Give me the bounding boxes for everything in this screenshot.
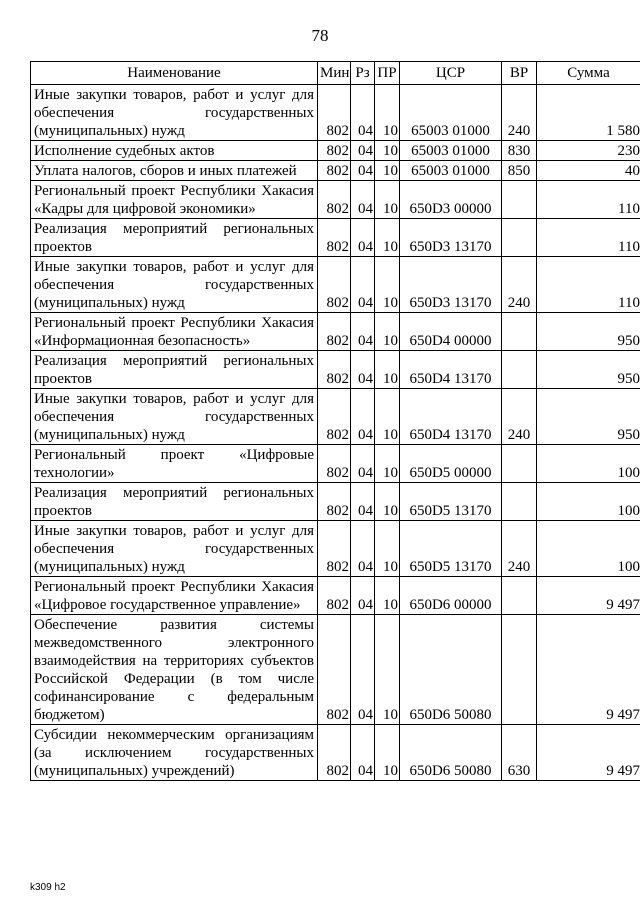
table-row	[31, 351, 640, 389]
cell-csr: 650D4 13170	[400, 351, 502, 389]
cell-pr: 10	[375, 615, 400, 725]
cell-min: 802	[318, 445, 351, 483]
table-row	[31, 181, 640, 219]
cell-min: 802	[318, 161, 351, 181]
cell-rz: 04	[351, 351, 375, 389]
column-header-vr: ВР	[502, 62, 537, 85]
cell-pr: 10	[375, 351, 400, 389]
cell-csr: 650D3 13170	[400, 219, 502, 257]
cell-name: Региональный проект Республики Хакасия «Кадры для цифровой экономики»	[31, 181, 318, 219]
cell-vr	[502, 445, 537, 483]
table-row	[31, 483, 640, 521]
footer-code: k309 h2	[30, 882, 66, 893]
cell-pr: 10	[375, 313, 400, 351]
cell-vr: 240	[502, 257, 537, 313]
table-row	[31, 389, 640, 445]
cell-csr: 650D6 50080	[400, 615, 502, 725]
table-row	[31, 161, 640, 181]
cell-sum: 110	[537, 257, 640, 313]
cell-min: 802	[318, 219, 351, 257]
page-number: 78	[311, 26, 329, 45]
table-row	[31, 725, 640, 781]
cell-rz: 04	[351, 725, 375, 781]
cell-pr: 10	[375, 725, 400, 781]
cell-csr: 65003 01000	[400, 85, 502, 141]
cell-sum: 950	[537, 389, 640, 445]
cell-pr: 10	[375, 257, 400, 313]
cell-name: Иные закупки товаров, работ и услуг для обеспечения государственных (муниципальных) нужд	[31, 85, 318, 141]
cell-csr: 650D6 00000	[400, 577, 502, 615]
cell-sum: 1 580	[537, 85, 640, 141]
cell-rz: 04	[351, 85, 375, 141]
cell-pr: 10	[375, 483, 400, 521]
cell-vr	[502, 181, 537, 219]
table-row	[31, 615, 640, 725]
cell-name: Реализация мероприятий региональных проектов	[31, 351, 318, 389]
cell-vr	[502, 219, 537, 257]
cell-min: 802	[318, 141, 351, 161]
cell-vr: 850	[502, 161, 537, 181]
cell-pr: 10	[375, 389, 400, 445]
cell-name: Обеспечение развития системы межведомственного электронного взаимодействия на территориях субъектов Российской Федерации (в том числе софинансирование с федеральным бюджетом)	[31, 615, 318, 725]
cell-sum: 9 497	[537, 577, 640, 615]
cell-rz: 04	[351, 389, 375, 445]
cell-sum: 110	[537, 219, 640, 257]
cell-rz: 04	[351, 257, 375, 313]
cell-rz: 04	[351, 219, 375, 257]
cell-min: 802	[318, 521, 351, 577]
cell-rz: 04	[351, 181, 375, 219]
cell-min: 802	[318, 85, 351, 141]
cell-sum: 9 497	[537, 725, 640, 781]
table-row	[31, 521, 640, 577]
cell-name: Субсидии некоммерческим организациям (за исключением государственных (муниципальных) учреждений)	[31, 725, 318, 781]
cell-pr: 10	[375, 521, 400, 577]
column-header-rz: Рз	[351, 62, 375, 85]
cell-sum: 950	[537, 313, 640, 351]
table-row	[31, 257, 640, 313]
table-header-row	[31, 62, 640, 85]
cell-rz: 04	[351, 615, 375, 725]
cell-csr: 650D5 00000	[400, 445, 502, 483]
table-row	[31, 85, 640, 141]
cell-csr: 650D4 00000	[400, 313, 502, 351]
column-header-csr: ЦСР	[400, 62, 502, 85]
table-row	[31, 141, 640, 161]
cell-csr: 650D4 13170	[400, 389, 502, 445]
column-header-pr: ПР	[375, 62, 400, 85]
cell-rz: 04	[351, 141, 375, 161]
table-row	[31, 313, 640, 351]
column-header-sum: Сумма	[537, 62, 640, 85]
cell-pr: 10	[375, 445, 400, 483]
cell-vr	[502, 313, 537, 351]
cell-pr: 10	[375, 161, 400, 181]
cell-sum: 40	[537, 161, 640, 181]
cell-vr	[502, 483, 537, 521]
cell-csr: 650D6 50080	[400, 725, 502, 781]
cell-name: Иные закупки товаров, работ и услуг для обеспечения государственных (муниципальных) нужд	[31, 521, 318, 577]
cell-vr: 240	[502, 85, 537, 141]
cell-rz: 04	[351, 313, 375, 351]
cell-csr: 65003 01000	[400, 141, 502, 161]
cell-name: Иные закупки товаров, работ и услуг для обеспечения государственных (муниципальных) нужд	[31, 389, 318, 445]
table-row	[31, 219, 640, 257]
cell-vr: 830	[502, 141, 537, 161]
cell-min: 802	[318, 615, 351, 725]
cell-vr: 240	[502, 389, 537, 445]
cell-pr: 10	[375, 181, 400, 219]
cell-vr: 240	[502, 521, 537, 577]
cell-vr	[502, 351, 537, 389]
cell-min: 802	[318, 351, 351, 389]
column-header-min: Мин	[318, 62, 351, 85]
cell-name: Региональный проект Республики Хакасия «Цифровое государственное управление»	[31, 577, 318, 615]
cell-name: Реализация мероприятий региональных проектов	[31, 219, 318, 257]
cell-name: Реализация мероприятий региональных проектов	[31, 483, 318, 521]
cell-rz: 04	[351, 577, 375, 615]
cell-sum: 100	[537, 483, 640, 521]
cell-vr	[502, 615, 537, 725]
cell-sum: 950	[537, 351, 640, 389]
cell-name: Иные закупки товаров, работ и услуг для обеспечения государственных (муниципальных) нужд	[31, 257, 318, 313]
cell-vr: 630	[502, 725, 537, 781]
cell-min: 802	[318, 577, 351, 615]
cell-csr: 650D5 13170	[400, 521, 502, 577]
cell-sum: 110	[537, 181, 640, 219]
table-row	[31, 445, 640, 483]
table-row	[31, 577, 640, 615]
cell-pr: 10	[375, 577, 400, 615]
cell-csr: 650D5 13170	[400, 483, 502, 521]
cell-rz: 04	[351, 483, 375, 521]
cell-vr	[502, 577, 537, 615]
cell-sum: 100	[537, 521, 640, 577]
cell-csr: 650D3 00000	[400, 181, 502, 219]
column-header-name: Наименование	[31, 62, 318, 85]
cell-sum: 230	[537, 141, 640, 161]
cell-pr: 10	[375, 141, 400, 161]
cell-pr: 10	[375, 219, 400, 257]
cell-min: 802	[318, 181, 351, 219]
cell-name: Уплата налогов, сборов и иных платежей	[31, 161, 318, 181]
cell-csr: 650D3 13170	[400, 257, 502, 313]
cell-sum: 9 497	[537, 615, 640, 725]
cell-name: Исполнение судебных актов	[31, 141, 318, 161]
cell-rz: 04	[351, 521, 375, 577]
cell-min: 802	[318, 257, 351, 313]
cell-pr: 10	[375, 85, 400, 141]
cell-min: 802	[318, 483, 351, 521]
cell-min: 802	[318, 725, 351, 781]
cell-min: 802	[318, 313, 351, 351]
cell-name: Региональный проект Республики Хакасия «Информационная безопасность»	[31, 313, 318, 351]
cell-rz: 04	[351, 161, 375, 181]
budget-table	[30, 61, 640, 781]
cell-sum: 100	[537, 445, 640, 483]
cell-csr: 65003 01000	[400, 161, 502, 181]
cell-rz: 04	[351, 445, 375, 483]
cell-name: Региональный проект «Цифровые технологии»	[31, 445, 318, 483]
cell-min: 802	[318, 389, 351, 445]
